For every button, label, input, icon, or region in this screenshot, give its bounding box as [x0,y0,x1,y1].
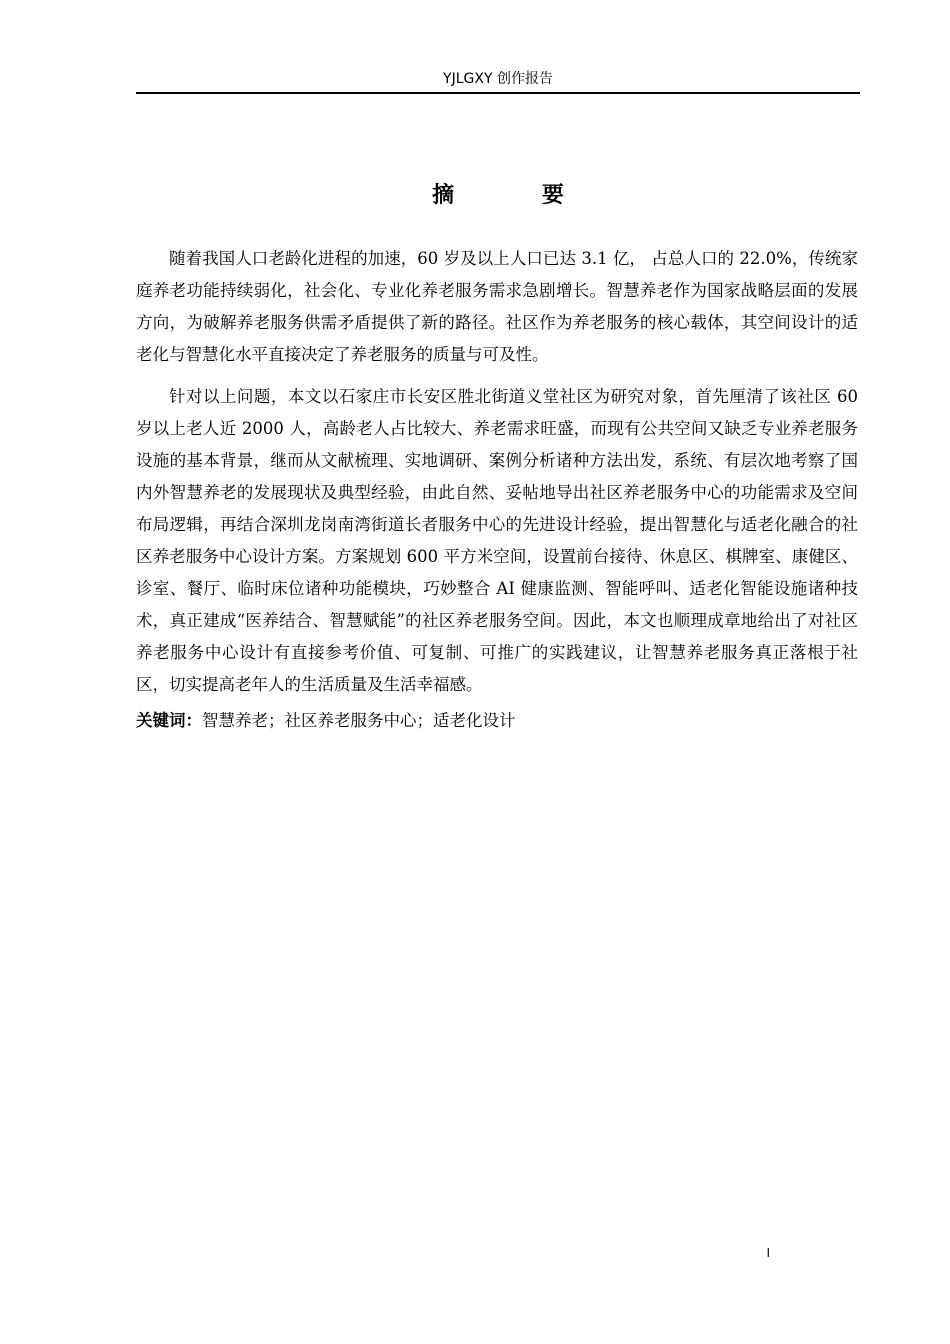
page-header: YJLGXY 创作报告 [136,68,860,94]
abstract-body [136,243,858,737]
keywords-text: 智慧养老；社区养老服务中心；适老化设计 [202,711,516,730]
keywords-line [136,705,858,737]
abstract-paragraph-1: 随着我国人口老龄化进程的加速，60 岁及以上人口已达 3.1 亿， 占总人口的 22.0%，传统家庭养老功能持续弱化，社会化、专业化养老服务需求急剧增长。智慧养老作为国家战略层面的发展方向，为破解养老服务供需矛盾提供了新的路径。社区作为养老服务的核心载体，其空间设计的适老化与智慧化水平直接决定了养老服务的质量与可及性。 [136,249,858,364]
keywords-label: 关键词： [136,711,202,730]
abstract-paragraph-2: 针对以上问题，本文以石家庄市长安区胜北街道义堂社区为研究对象，首先厘清了该社区 60 岁以上老人近 2000 人，高龄老人占比较大、养老需求旺盛，而现有公共空间又缺乏专业养老服务设施的基本背景，继而从文献梳理、实地调研、案例分析诸种方法出发，系统、有层次地考察了国内外智慧养老的发展现状及典型经验，由此自然、妥帖地导出社区养老服务中心的功能需求及空间布局逻辑，再结合深圳龙岗南湾街道长者服务中心的先进设计经验，提出智慧化与适老化融合的社区养老服务中心设计方案。方案规划 600 平方米空间，设置前台接待、休息区、棋牌室、康健区、诊室、餐厅、临时床位诸种功能模块，巧妙整合 AI 健康监测、智能呼叫、适老化智能设施诸种技术，真正建成“医养结合、智慧赋能”的社区养老服务空间。因此，本文也顺理成章地给出了对社区养老服务中心设计有直接参考价值、可复制、可推广的实践建议，让智慧养老服务真正落根于社区，切实提高老年人的生活质量及生活幸福感。 [136,387,858,694]
abstract-title: 摘 要 [432,182,604,208]
page-number: I [766,1246,770,1260]
